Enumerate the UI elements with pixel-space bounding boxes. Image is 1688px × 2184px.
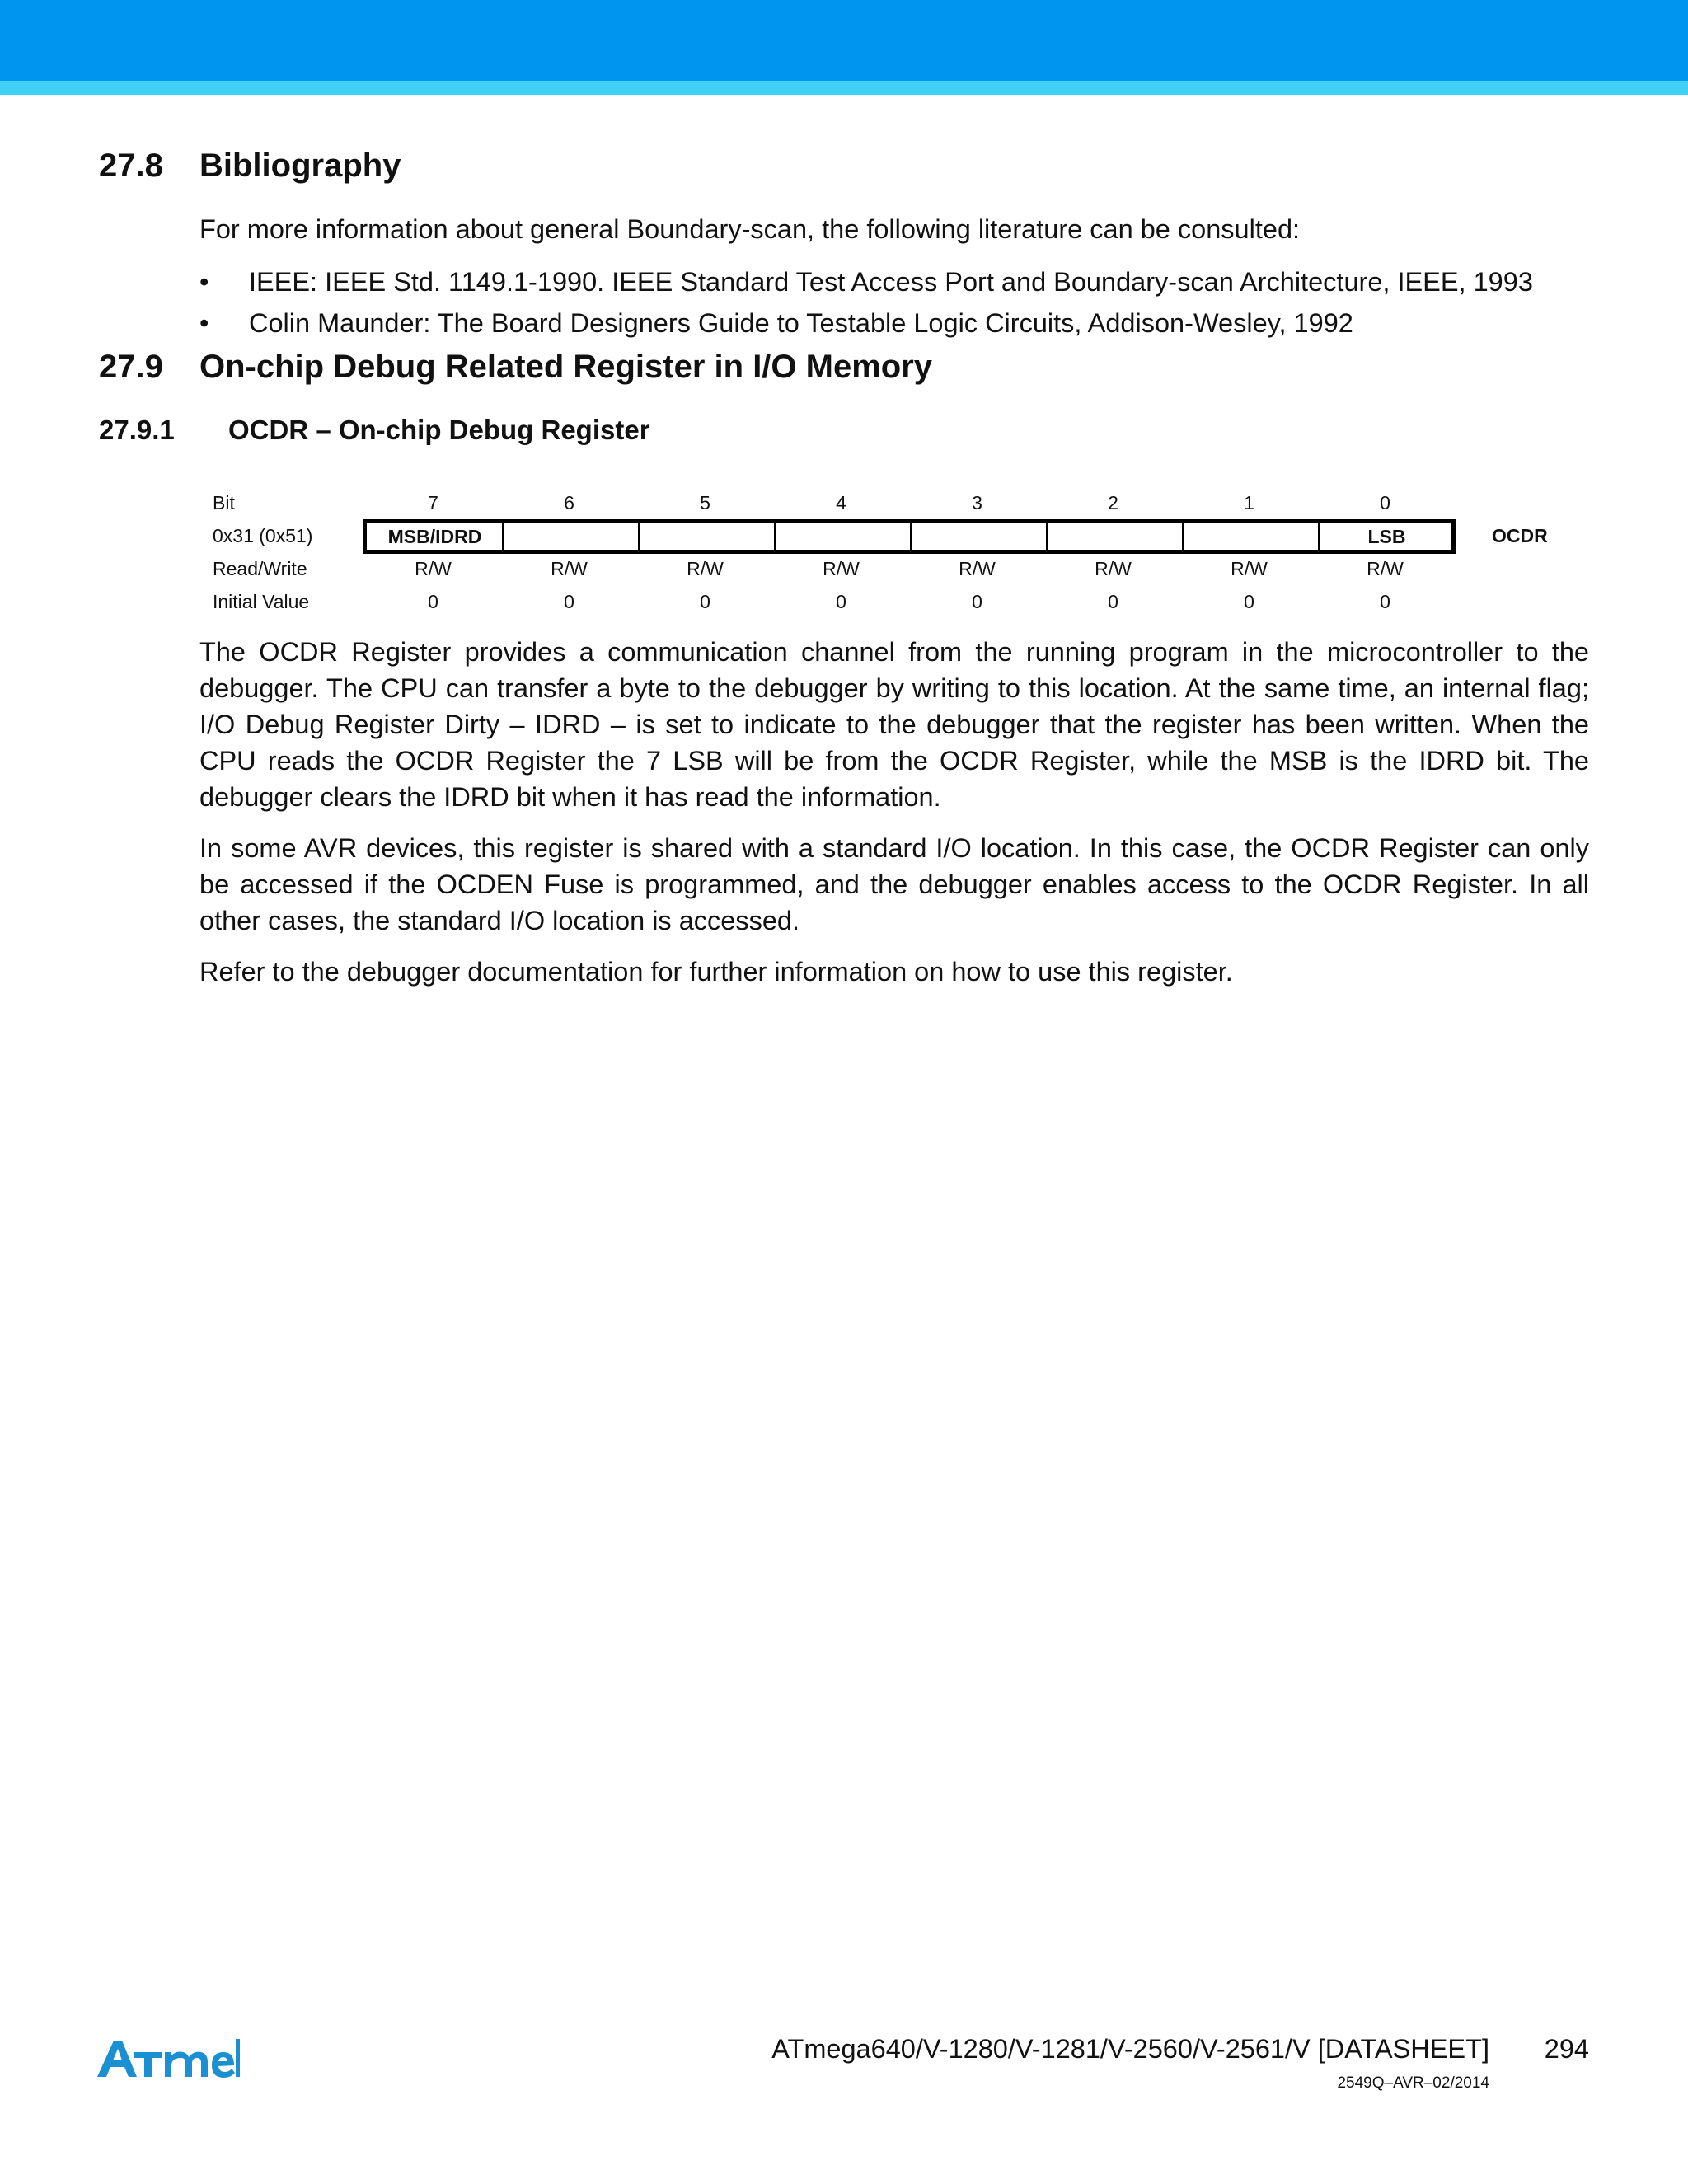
- bit-access: R/W: [1367, 558, 1404, 579]
- section-number: 27.9: [99, 349, 163, 385]
- section-title: On-chip Debug Related Register in I/O Memory: [199, 349, 933, 385]
- bit-number: 1: [1244, 492, 1254, 513]
- register-address: 0x31 (0x51): [213, 525, 313, 546]
- register-bit-name: [911, 523, 1047, 550]
- footer-document-title: ATmega640/V-1280/V-1281/V-2560/V-2561/V [DATASHEET]: [771, 2034, 1489, 2064]
- subsection-number: 27.9.1: [99, 415, 175, 445]
- register-bit-name: [503, 523, 639, 550]
- bullet-icon: •: [199, 267, 209, 297]
- register-bit-name: [1183, 523, 1319, 550]
- bit-access: R/W: [823, 558, 860, 579]
- ocdr-reference-paragraph: Refer to the debugger documentation for further information on how to use this register.: [199, 957, 1233, 987]
- bit-initial-value: 0: [1108, 591, 1118, 612]
- bit-initial-value: 0: [972, 591, 982, 612]
- bit-number: 5: [700, 492, 710, 513]
- atmel-logo: [96, 2036, 240, 2083]
- bit-initial-value: 0: [564, 591, 574, 612]
- bit-access: R/W: [551, 558, 588, 579]
- bibliography-intro: For more information about general Boundary-scan, the following literature can be consulted:: [199, 214, 1301, 244]
- register-bit-name: [775, 523, 911, 550]
- reference-text: Colin Maunder: The Board Designers Guide to Testable Logic Circuits, Addison-Wesley, 1992: [249, 308, 1353, 338]
- subsection-title: OCDR – On-chip Debug Register: [228, 415, 650, 445]
- bit-access: R/W: [959, 558, 996, 579]
- bit-initial-value: 0: [428, 591, 438, 612]
- reference-text: IEEE: IEEE Std. 1149.1-1990. IEEE Standard Test Access Port and Boundary-scan Architecture, IEEE, 1993: [249, 267, 1533, 297]
- ocdr-shared-io-paragraph: In some AVR devices, this register is shared with a standard I/O location. In this case, the OCDR Register can only be accessed if the OCDEN Fuse is programmed, and the debugger enables access to the OCDR Register. In all other cases, the standard I/O location is accessed.: [199, 833, 1589, 935]
- bit-access: R/W: [687, 558, 724, 579]
- register-bit-name: LSB: [1367, 526, 1406, 547]
- read-write-row-label: Read/Write: [213, 558, 307, 579]
- initial-value-row-label: Initial Value: [213, 591, 310, 612]
- bit-number: 0: [1380, 492, 1390, 513]
- bit-number: 7: [428, 492, 438, 513]
- bit-initial-value: 0: [836, 591, 846, 612]
- header-bar: [0, 0, 1688, 81]
- document-id: 2549Q–AVR–02/2014: [1337, 2074, 1489, 2092]
- register-bit-box: [363, 519, 1456, 554]
- bullet-icon: •: [199, 308, 209, 338]
- register-name: OCDR: [1492, 525, 1548, 546]
- register-bit-name: MSB/IDRD: [387, 526, 482, 547]
- bit-number: 2: [1108, 492, 1118, 513]
- bit-number: 3: [972, 492, 982, 513]
- bit-initial-value: 0: [1244, 591, 1254, 612]
- register-bit-name: [639, 523, 775, 550]
- bit-initial-value: 0: [1380, 591, 1390, 612]
- bit-row-label: Bit: [213, 492, 235, 513]
- page-number: 294: [1544, 2034, 1589, 2064]
- bit-initial-value: 0: [700, 591, 710, 612]
- register-bit-name: [1047, 523, 1183, 550]
- header-stripe: [0, 81, 1688, 95]
- bit-access: R/W: [415, 558, 452, 579]
- bit-access: R/W: [1095, 558, 1132, 579]
- bit-number: 6: [564, 492, 574, 513]
- bit-access: R/W: [1231, 558, 1268, 579]
- bit-number: 4: [836, 492, 846, 513]
- section-number: 27.8: [99, 148, 163, 184]
- section-title: Bibliography: [199, 148, 401, 184]
- ocdr-description-paragraph: The OCDR Register provides a communication channel from the running program in the microcontroller to the debugger. The CPU can transfer a byte to the debugger by writing to this location. At the same time, an internal flag; I/O Debug Register Dirty – IDRD – is set to indicate to the debugger that the register has been written. When the CPU reads the OCDR Register the 7 LSB will be from the OCDR Register, while the MSB is the IDRD bit. The debugger clears the IDRD bit when it has read the information.: [199, 637, 1589, 812]
